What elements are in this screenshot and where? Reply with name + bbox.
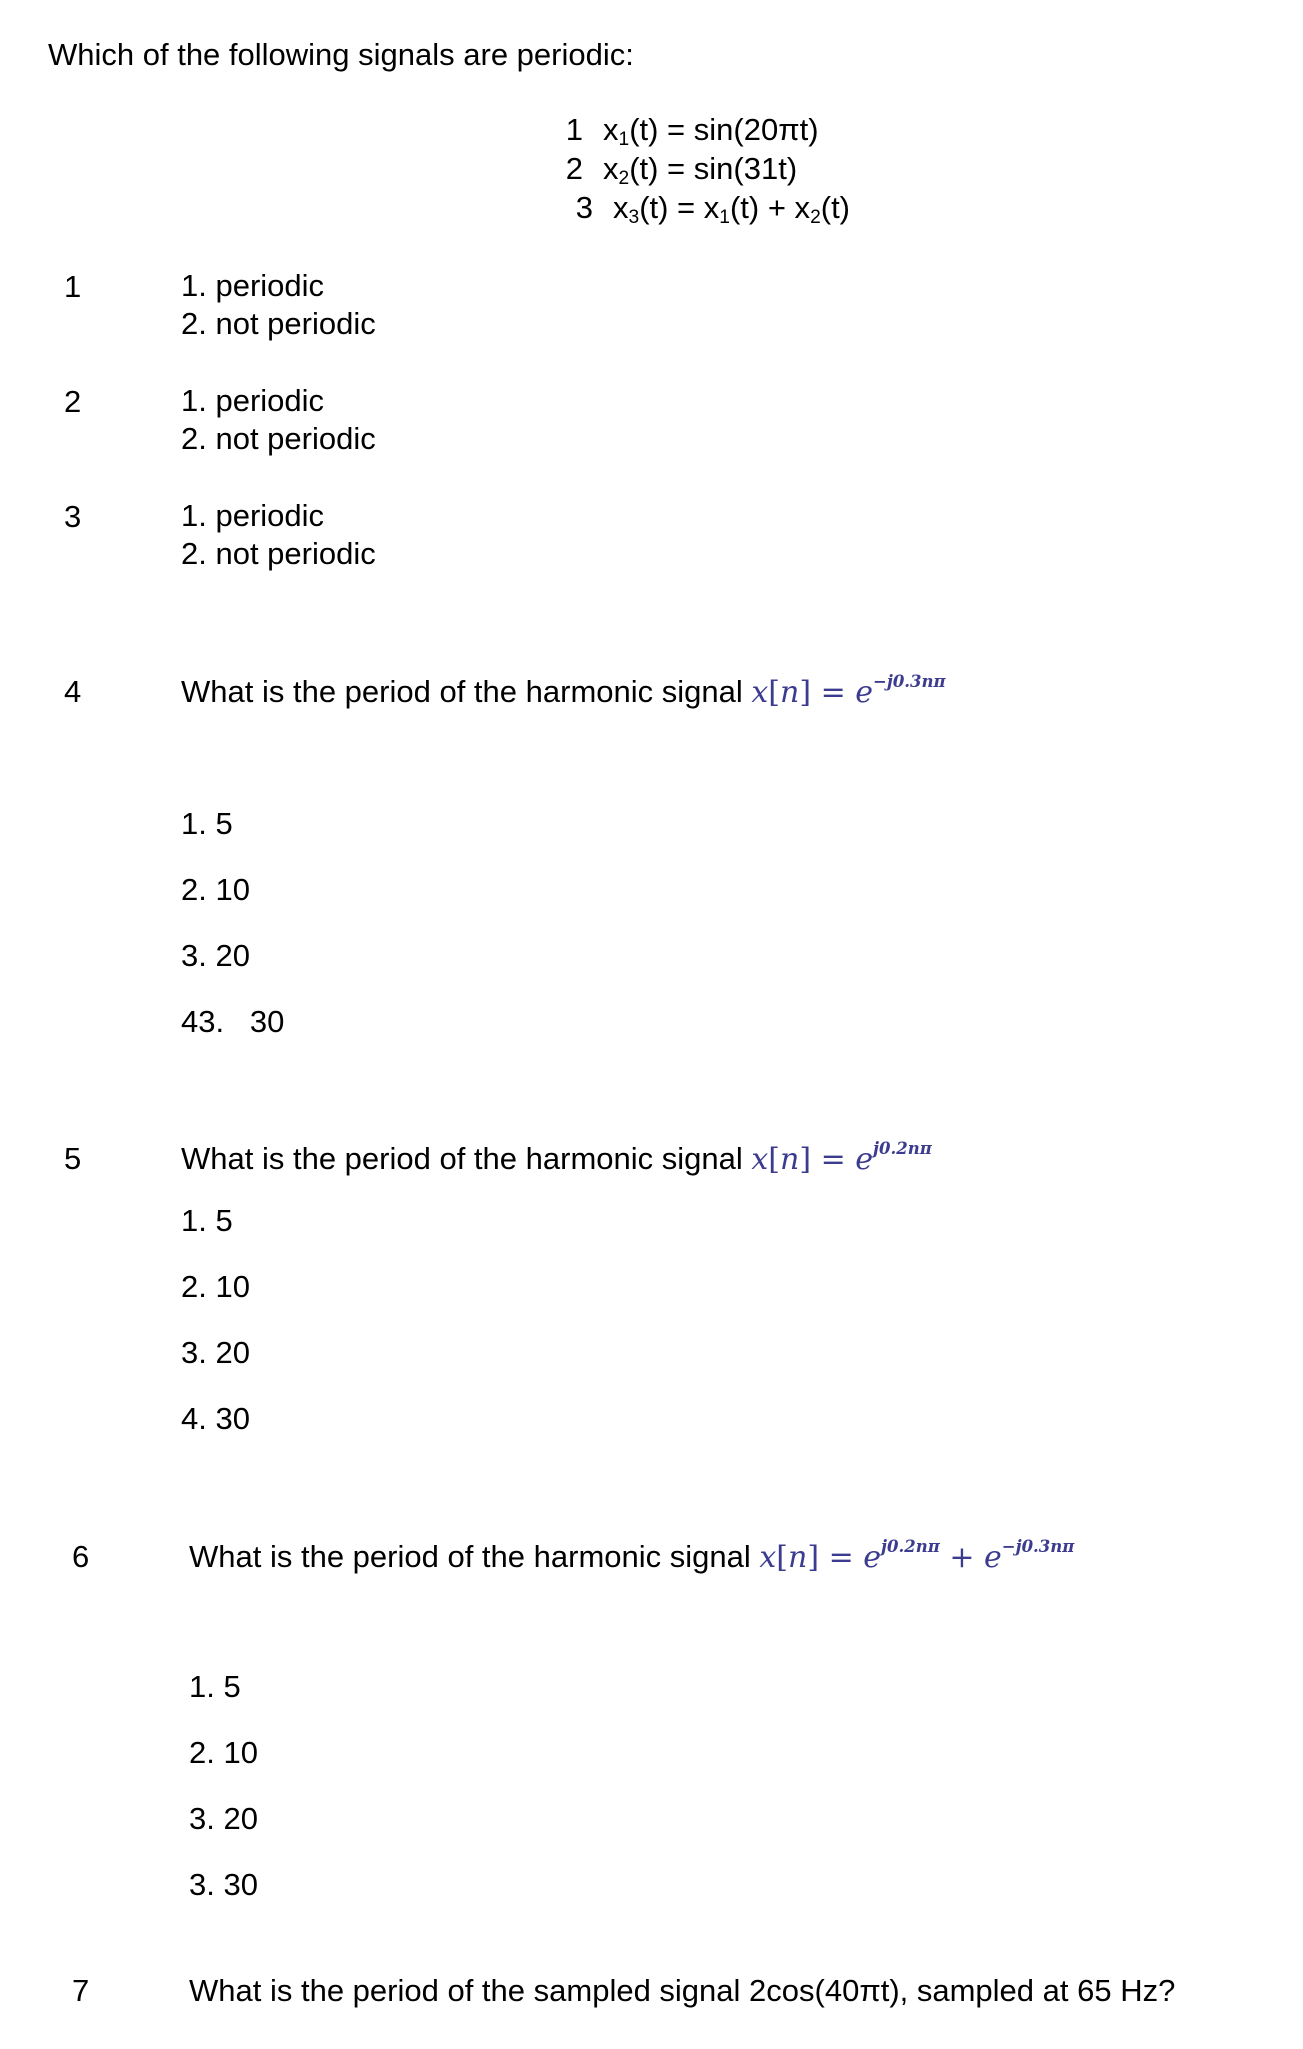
- question-number: 6: [72, 1539, 90, 1574]
- signal-number: 3: [575, 190, 593, 225]
- answer-option[interactable]: 2. not periodic: [181, 306, 376, 341]
- answer-option[interactable]: 1. 5: [181, 1203, 233, 1238]
- question-text: What is the period of the harmonic signal: [181, 674, 743, 709]
- answer-option[interactable]: 3. 20: [189, 1801, 258, 1836]
- question-number: 4: [64, 674, 82, 709]
- question-number: 3: [64, 499, 82, 534]
- signal-mid: (t) = x: [639, 190, 720, 225]
- harmonic-formula: $x[n] = e^{j0.2n\pi} + e^{-j0.3n\pi}$: [759, 1537, 1075, 1575]
- answer-option[interactable]: 1. periodic: [181, 498, 325, 533]
- signal-3: [553, 190, 850, 226]
- question-5: [181, 1140, 932, 1178]
- signal-number: 1: [565, 112, 583, 147]
- question-number: 1: [64, 269, 82, 304]
- signal-subscript: 2: [810, 206, 821, 228]
- question-4: [181, 673, 946, 711]
- signal-subscript: 2: [618, 167, 630, 189]
- signal-subscript: 1: [719, 206, 730, 228]
- signal-rhs: (t) = sin(31t): [629, 151, 798, 186]
- answer-option[interactable]: 3. 20: [181, 1335, 250, 1370]
- signal-mid: (t) + x: [729, 190, 811, 225]
- question-text: What is the period of the harmonic signal: [189, 1539, 751, 1574]
- intro-question: Which of the following signals are periodic:: [48, 37, 634, 72]
- answer-option[interactable]: 4. 30: [181, 1401, 250, 1436]
- answer-option[interactable]: 1. 5: [189, 1669, 241, 1704]
- question-7-text: What is the period of the sampled signal 2cos(40πt), sampled at 65 Hz?: [189, 1973, 1176, 2008]
- signal-lhs: x: [603, 112, 619, 147]
- answer-option[interactable]: 1. 5: [181, 806, 233, 841]
- signal-2: [543, 151, 797, 187]
- signal-lhs: x: [603, 151, 619, 186]
- answer-option[interactable]: 2. not periodic: [181, 421, 376, 456]
- answer-option[interactable]: 2. not periodic: [181, 536, 376, 571]
- signal-rhs: (t) = sin(20πt): [629, 112, 819, 147]
- signal-subscript: 1: [618, 128, 630, 150]
- answer-option[interactable]: 2. 10: [189, 1735, 258, 1770]
- question-number: 7: [72, 1973, 90, 2008]
- signal-1: [543, 112, 819, 148]
- answer-option[interactable]: 1. periodic: [181, 268, 325, 303]
- signal-lhs: x: [613, 190, 629, 225]
- harmonic-formula: $x[n] = e^{-j0.3n\pi}$: [751, 672, 946, 710]
- harmonic-formula: $x[n] = e^{j0.2n\pi}$: [751, 1139, 932, 1177]
- signal-number: 2: [565, 151, 583, 186]
- answer-option[interactable]: 43. 30: [181, 1004, 285, 1039]
- signal-rhs: (t): [820, 190, 851, 225]
- question-6: [189, 1538, 1074, 1576]
- answer-option[interactable]: 3. 30: [189, 1867, 258, 1902]
- answer-option[interactable]: 2. 10: [181, 872, 250, 907]
- question-text: What is the period of the harmonic signal: [181, 1141, 743, 1176]
- answer-option[interactable]: 2. 10: [181, 1269, 250, 1304]
- signal-subscript: 3: [628, 206, 640, 228]
- question-number: 2: [64, 384, 82, 419]
- question-number: 5: [64, 1141, 82, 1176]
- answer-option[interactable]: 1. periodic: [181, 383, 325, 418]
- answer-option[interactable]: 3. 20: [181, 938, 250, 973]
